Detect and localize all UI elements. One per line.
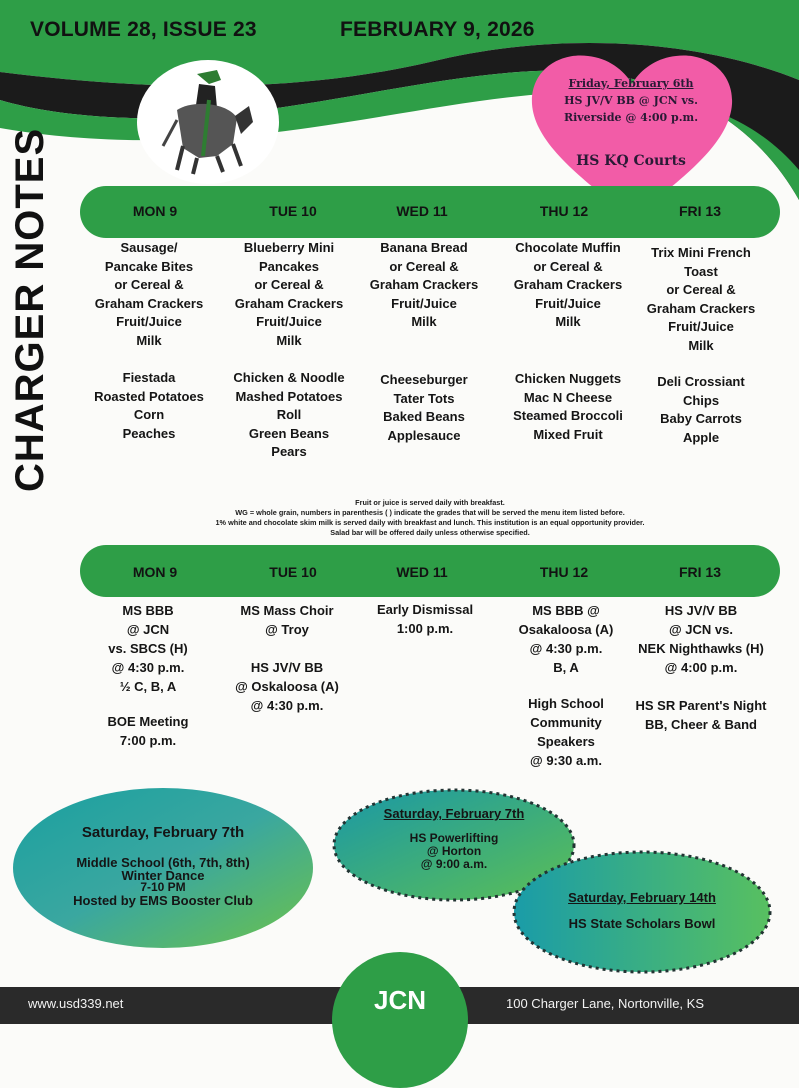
powerlifting-line2: @ Horton <box>426 844 482 858</box>
dance-line4: Hosted by EMS Booster Club <box>73 893 253 908</box>
event-thu-2: High School Community Speakers @ 9:30 a.m. <box>528 696 604 768</box>
menu-day-mon: MON 9 <box>132 203 178 219</box>
lunch-wed: Cheeseburger Tater Tots Baked Beans Applesauce <box>380 372 468 443</box>
dance-line3: 7-10 PM <box>140 880 186 894</box>
heart-event-line1: HS JV/V BB @ JCN vs. <box>564 94 698 107</box>
menu-day-tue: TUE 10 <box>269 203 317 219</box>
events-day-tue: TUE 10 <box>269 564 317 580</box>
menu-note: WG = whole grain, numbers in parenthesis ( ) indicate the grades that will be served the menu item listed before. <box>235 508 625 517</box>
dance-title: Saturday, February 7th <box>81 824 245 841</box>
heart-event-line3: HS KQ Courts <box>576 153 686 169</box>
knight-horse-mascot-icon <box>137 60 279 184</box>
footer-school: JCN <box>373 985 426 1015</box>
jcn-circle <box>332 952 468 1088</box>
menu-day-thu: THU 12 <box>539 203 589 219</box>
footer-address: 100 Charger Lane, Nortonville, KS <box>506 996 705 1011</box>
volume-issue: VOLUME 28, ISSUE 23 <box>30 18 257 41</box>
lunch-mon: Fiestada Roasted Potatoes Corn Peaches <box>94 370 204 441</box>
menu-note: Fruit or juice is served daily with breakfast. <box>355 498 505 507</box>
side-title-text: CHARGER NOTES <box>8 127 52 492</box>
event-mon-2: BOE Meeting 7:00 p.m. <box>107 714 189 748</box>
footer-website[interactable]: www.usd339.net <box>28 996 124 1011</box>
issue-date: FEBRUARY 9, 2026 <box>340 18 535 41</box>
events-day-mon: MON 9 <box>132 564 178 580</box>
event-thu-1: MS BBB @ Osakaloosa (A) @ 4:30 p.m. B, A <box>518 603 614 675</box>
dance-line2: Winter Dance <box>121 868 205 883</box>
powerlifting-line3: @ 9:00 a.m. <box>420 857 488 871</box>
breakfast-mon: Sausage/ Pancake Bites or Cereal & Graham Crackers Fruit/Juice Milk <box>94 240 204 348</box>
heart-event-line2: Riverside @ 4:00 p.m. <box>563 111 699 124</box>
breakfast-tue: Blueberry Mini Pancakes or Cereal & Graham Crackers Fruit/Juice Milk <box>234 240 344 348</box>
menu-day-wed: WED 11 <box>396 203 448 219</box>
logo <box>137 60 279 184</box>
events-day-fri: FRI 13 <box>678 564 721 580</box>
breakfast-fri: Trix Mini French Toast or Cereal & Graham Crackers Fruit/Juice Milk <box>646 245 756 353</box>
event-tue-1: MS Mass Choir @ Troy <box>240 603 334 637</box>
lunch-tue: Chicken & Noodle Mashed Potatoes Roll Green Beans Pears <box>233 370 345 459</box>
event-fri-1: HS JV/V BB @ JCN vs. NEK Nighthawks (H) @ 4:00 p.m. <box>638 603 764 675</box>
menu-day-fri: FRI 13 <box>678 203 721 219</box>
scholars-title: Saturday, February 14th <box>568 890 716 905</box>
heart-date: Friday, February 6th <box>568 77 694 90</box>
breakfast-wed: Banana Bread or Cereal & Graham Crackers Fruit/Juice Milk <box>369 240 479 329</box>
event-wed-1: Early Dismissal 1:00 p.m. <box>376 602 474 636</box>
side-title <box>8 52 52 492</box>
event-tue-2: HS JV/V BB @ Oskaloosa (A) @ 4:30 p.m. <box>235 660 339 713</box>
menu-note: 1% white and chocolate skim milk is served daily with breakfast and lunch. This institution is an equal opportunity provider. <box>215 518 645 527</box>
dance-line1: Middle School (6th, 7th, 8th) <box>76 855 250 870</box>
events-day-wed: WED 11 <box>396 564 448 580</box>
breakfast-thu: Chocolate Muffin or Cereal & Graham Crackers Fruit/Juice Milk <box>513 240 623 329</box>
scholars-line1: HS State Scholars Bowl <box>568 916 716 931</box>
events-day-thu: THU 12 <box>539 564 589 580</box>
lunch-thu: Chicken Nuggets Mac N Cheese Steamed Broccoli Mixed Fruit <box>513 371 623 442</box>
event-fri-2: HS SR Parent's Night BB, Cheer & Band <box>635 698 767 732</box>
powerlifting-title: Saturday, February 7th <box>383 806 525 821</box>
event-mon-1: MS BBB @ JCN vs. SBCS (H) @ 4:30 p.m. ½ C, B, A <box>108 603 188 694</box>
menu-note: Salad bar will be offered daily unless otherwise specified. <box>330 528 530 537</box>
powerlifting-line1: HS Powerlifting <box>409 831 499 845</box>
lunch-fri: Deli Crossiant Chips Baby Carrots Apple <box>657 374 745 445</box>
